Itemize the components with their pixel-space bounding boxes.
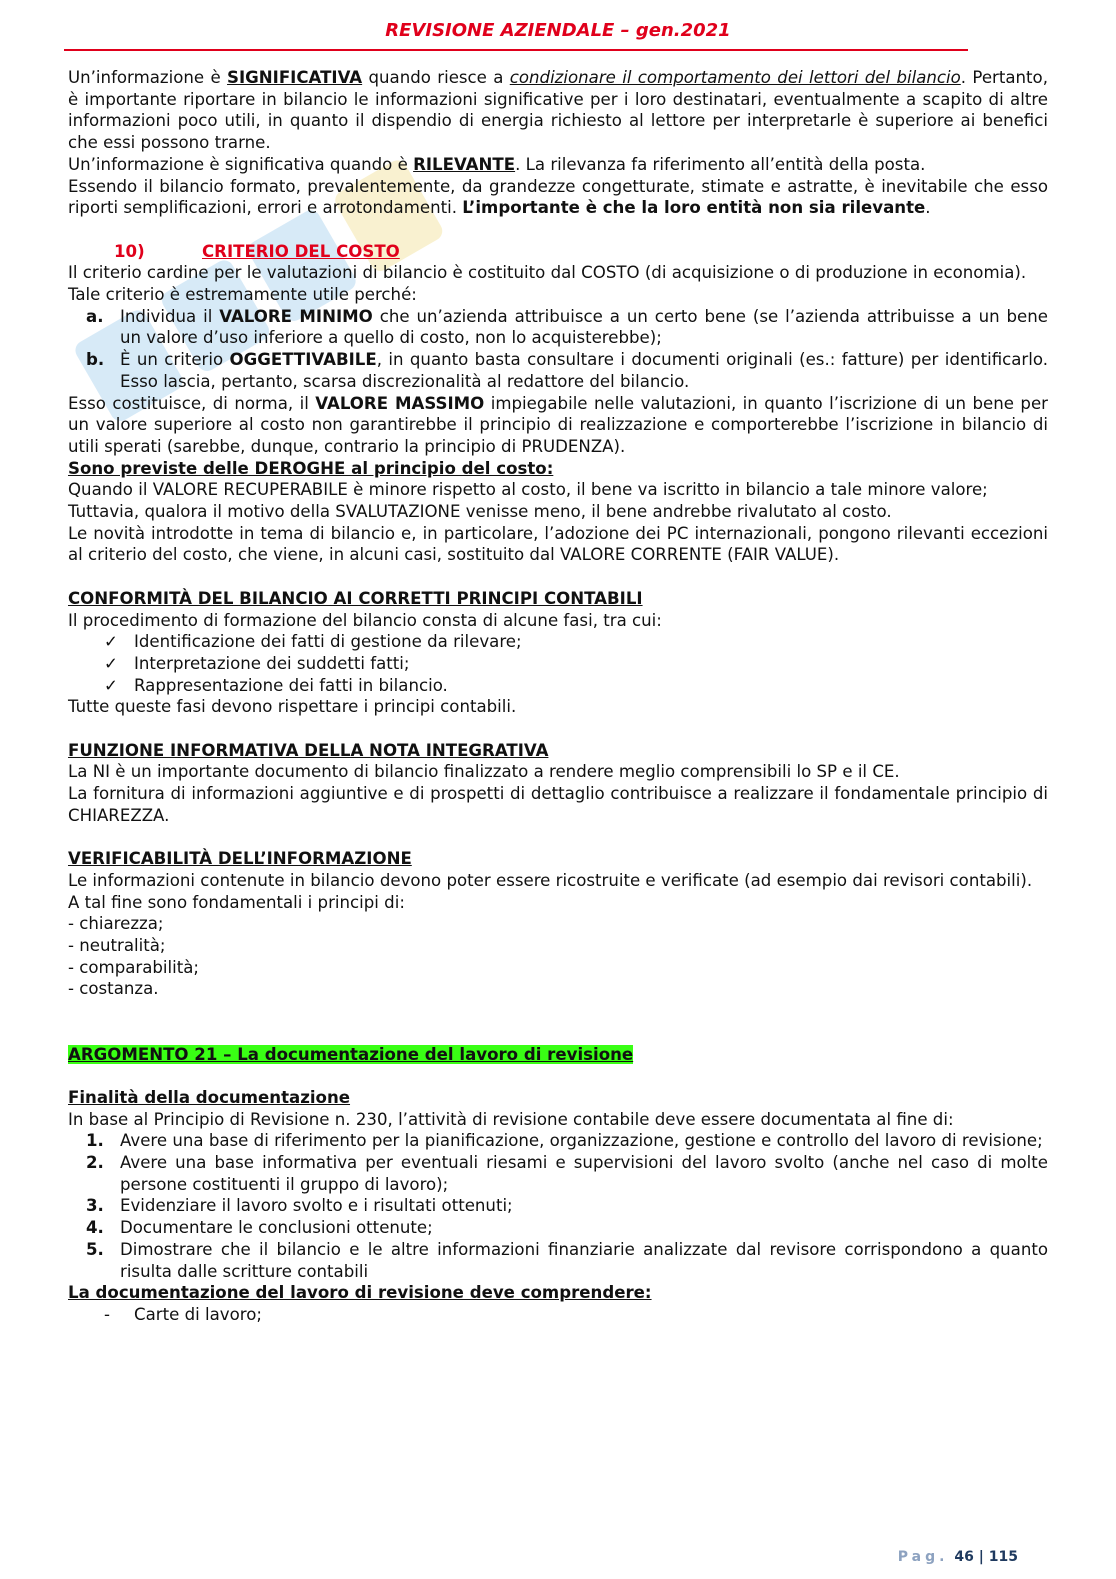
paragraph-novita: Le novità introdotte in tema di bilancio e, in particolare, l’adozione dei PC internazionali, pongono rilevanti eccezioni al criterio del costo, che viene, in alcuni casi, sostituito dal VALORE CORRENTE (FAIR VALUE). <box>68 523 1048 565</box>
page-label: Pag. <box>897 1549 949 1565</box>
list-item: 5. Dimostrare che il bilancio e le altre informazioni finanziarie analizzate dal revisore corrispondono a quanto risulta dalle scritture contabili <box>86 1239 1048 1281</box>
list-item: - comparabilità; <box>68 957 200 977</box>
document-body <box>68 67 1048 1326</box>
paragraph-chiarezza: La fornitura di informazioni aggiuntive e di prospetti di dettaglio contribuisce a realizzare il fondamentale principio di CHIAREZZA. <box>68 784 1048 825</box>
conformita-heading: CONFORMITÀ DEL BILANCIO AI CORRETTI PRINCIPI CONTABILI <box>68 588 643 608</box>
page-footer <box>898 1549 1018 1565</box>
list-item: a. Individua il VALORE MINIMO che un’azienda attribuisce a un certo bene (se l’azienda attribuisse a un bene un valore d’uso inferiore a quello di costo, non lo acquisterebbe); <box>86 306 1048 348</box>
paragraph-principi: A tal fine sono fondamentali i principi di: <box>68 892 405 912</box>
paragraph-fasi: Tutte queste fasi devono rispettare i principi contabili. <box>68 697 517 717</box>
check-icon: ✓ <box>104 632 118 652</box>
deroghe-heading: Sono previste delle DEROGHE al principio del costo: <box>68 458 554 478</box>
list-item: ✓ Rappresentazione dei fatti in bilancio. <box>104 675 448 695</box>
list-item: - Carte di lavoro; <box>104 1304 262 1324</box>
page-separator: | <box>978 1549 984 1565</box>
paragraph-valore-massimo: Esso costituisce, di norma, il VALORE MASSIMO impiegabile nelle valutazioni, in quanto l’iscrizione di un bene per un valore superiore al costo non garantirebbe il principio di realizzazione e comporterebbe l’iscrizione in bilancio di utili sperati (sarebbe, dunque, contrario la principio di PRUDENZA). <box>68 393 1048 456</box>
paragraph-significativa: Un’informazione è SIGNIFICATIVA quando riesce a condizionare il comportamento dei lettori del bilancio. Pertanto, è importante riportare in bilancio le informazioni significative per i loro destinatari, eventualmente a scapito di altre informazioni poco utili, in quanto il dispendio di energia richiesto al lettore per interpretarle è superiore ai benefici che essi possono trarne. <box>68 68 1048 153</box>
conformita-list <box>68 631 1048 696</box>
paragraph-principio-230: In base al Principio di Revisione n. 230, l’attività di revisione contabile deve essere documentata al fine di: <box>68 1109 954 1129</box>
list-item: ✓ Interpretazione dei suddetti fatti; <box>104 653 410 673</box>
header-rule <box>64 49 968 51</box>
page-header: REVISIONE AZIENDALE – gen.2021 <box>385 20 731 41</box>
paragraph-semplificazioni: Essendo il bilancio formato, prevalentemente, da grandezze congetturate, stimate e astratte, è inevitabile che esso riporti semplificazioni, errori e arrotondamenti. L’importante è che la loro entità non sia rilevante. <box>68 176 1048 218</box>
paragraph-verificabilita: Le informazioni contenute in bilancio devono poter essere ricostruite e verificate (ad esempio dai revisori contabili). <box>68 870 1033 890</box>
paragraph-rilevante: Un’informazione è significativa quando è RILEVANTE. La rilevanza fa riferimento all’entità della posta. <box>68 154 926 174</box>
paragraph-svalutazione: Tuttavia, qualora il motivo della SVALUTAZIONE venisse meno, il bene andrebbe rivalutato al costo. <box>68 502 892 522</box>
criterio-list <box>68 306 1048 393</box>
paragraph-ni: La NI è un importante documento di bilancio finalizzato a rendere meglio comprensibili lo SP e il CE. <box>68 762 900 782</box>
page-total: 115 <box>988 1549 1018 1565</box>
list-item: b. È un criterio OGGETTIVABILE, in quanto basta consultare i documenti originali (es.: fatture) per identificarlo. Esso lascia, pertanto, scarsa discrezionalità al redattore del bilancio. <box>86 350 1049 391</box>
list-item: 2. Avere una base informativa per eventuali riesami e supervisioni del lavoro svolto (anche nel caso di molte persone costituenti il gruppo di lavoro); <box>86 1153 1048 1194</box>
list-item: - neutralità; <box>68 936 166 956</box>
section-heading-criterio-costo: 10) CRITERIO DEL COSTO <box>114 241 400 261</box>
verificabilita-heading: VERIFICABILITÀ DELL’INFORMAZIONE <box>68 849 412 869</box>
list-item: - costanza. <box>68 979 159 999</box>
list-item: - chiarezza; <box>68 914 164 934</box>
finalita-heading: Finalità della documentazione <box>68 1087 351 1107</box>
list-item: ✓ Identificazione dei fatti di gestione da rilevare; <box>104 632 522 652</box>
list-item: 1. Avere una base di riferimento per la pianificazione, organizzazione, gestione e controllo del lavoro di revisione; <box>86 1131 1043 1151</box>
page-number: 46 <box>954 1549 974 1565</box>
funzione-heading: FUNZIONE INFORMATIVA DELLA NOTA INTEGRATIVA <box>68 740 549 760</box>
check-icon: ✓ <box>104 675 118 695</box>
check-icon: ✓ <box>104 653 118 673</box>
argomento-title: ARGOMENTO 21 – La documentazione del lavoro di revisione <box>68 1044 634 1064</box>
paragraph-procedimento: Il procedimento di formazione del bilancio consta di alcune fasi, tra cui: <box>68 610 662 630</box>
documentazione-heading: La documentazione del lavoro di revisione deve comprendere: <box>68 1283 652 1303</box>
paragraph-criterio-utile: Tale criterio è estremamente utile perché: <box>68 285 417 305</box>
finalita-list <box>68 1130 1048 1282</box>
list-item: 4. Documentare le conclusioni ottenute; <box>86 1218 433 1238</box>
paragraph-valore-recuperabile: Quando il VALORE RECUPERABILE è minore rispetto al costo, il bene va iscritto in bilancio a tale minore valore; <box>68 480 988 500</box>
paragraph-criterio-cardine: Il criterio cardine per le valutazioni di bilancio è costituito dal COSTO (di acquisizione o di produzione in economia). <box>68 263 1027 283</box>
list-item: 3. Evidenziare il lavoro svolto e i risultati ottenuti; <box>86 1196 513 1216</box>
